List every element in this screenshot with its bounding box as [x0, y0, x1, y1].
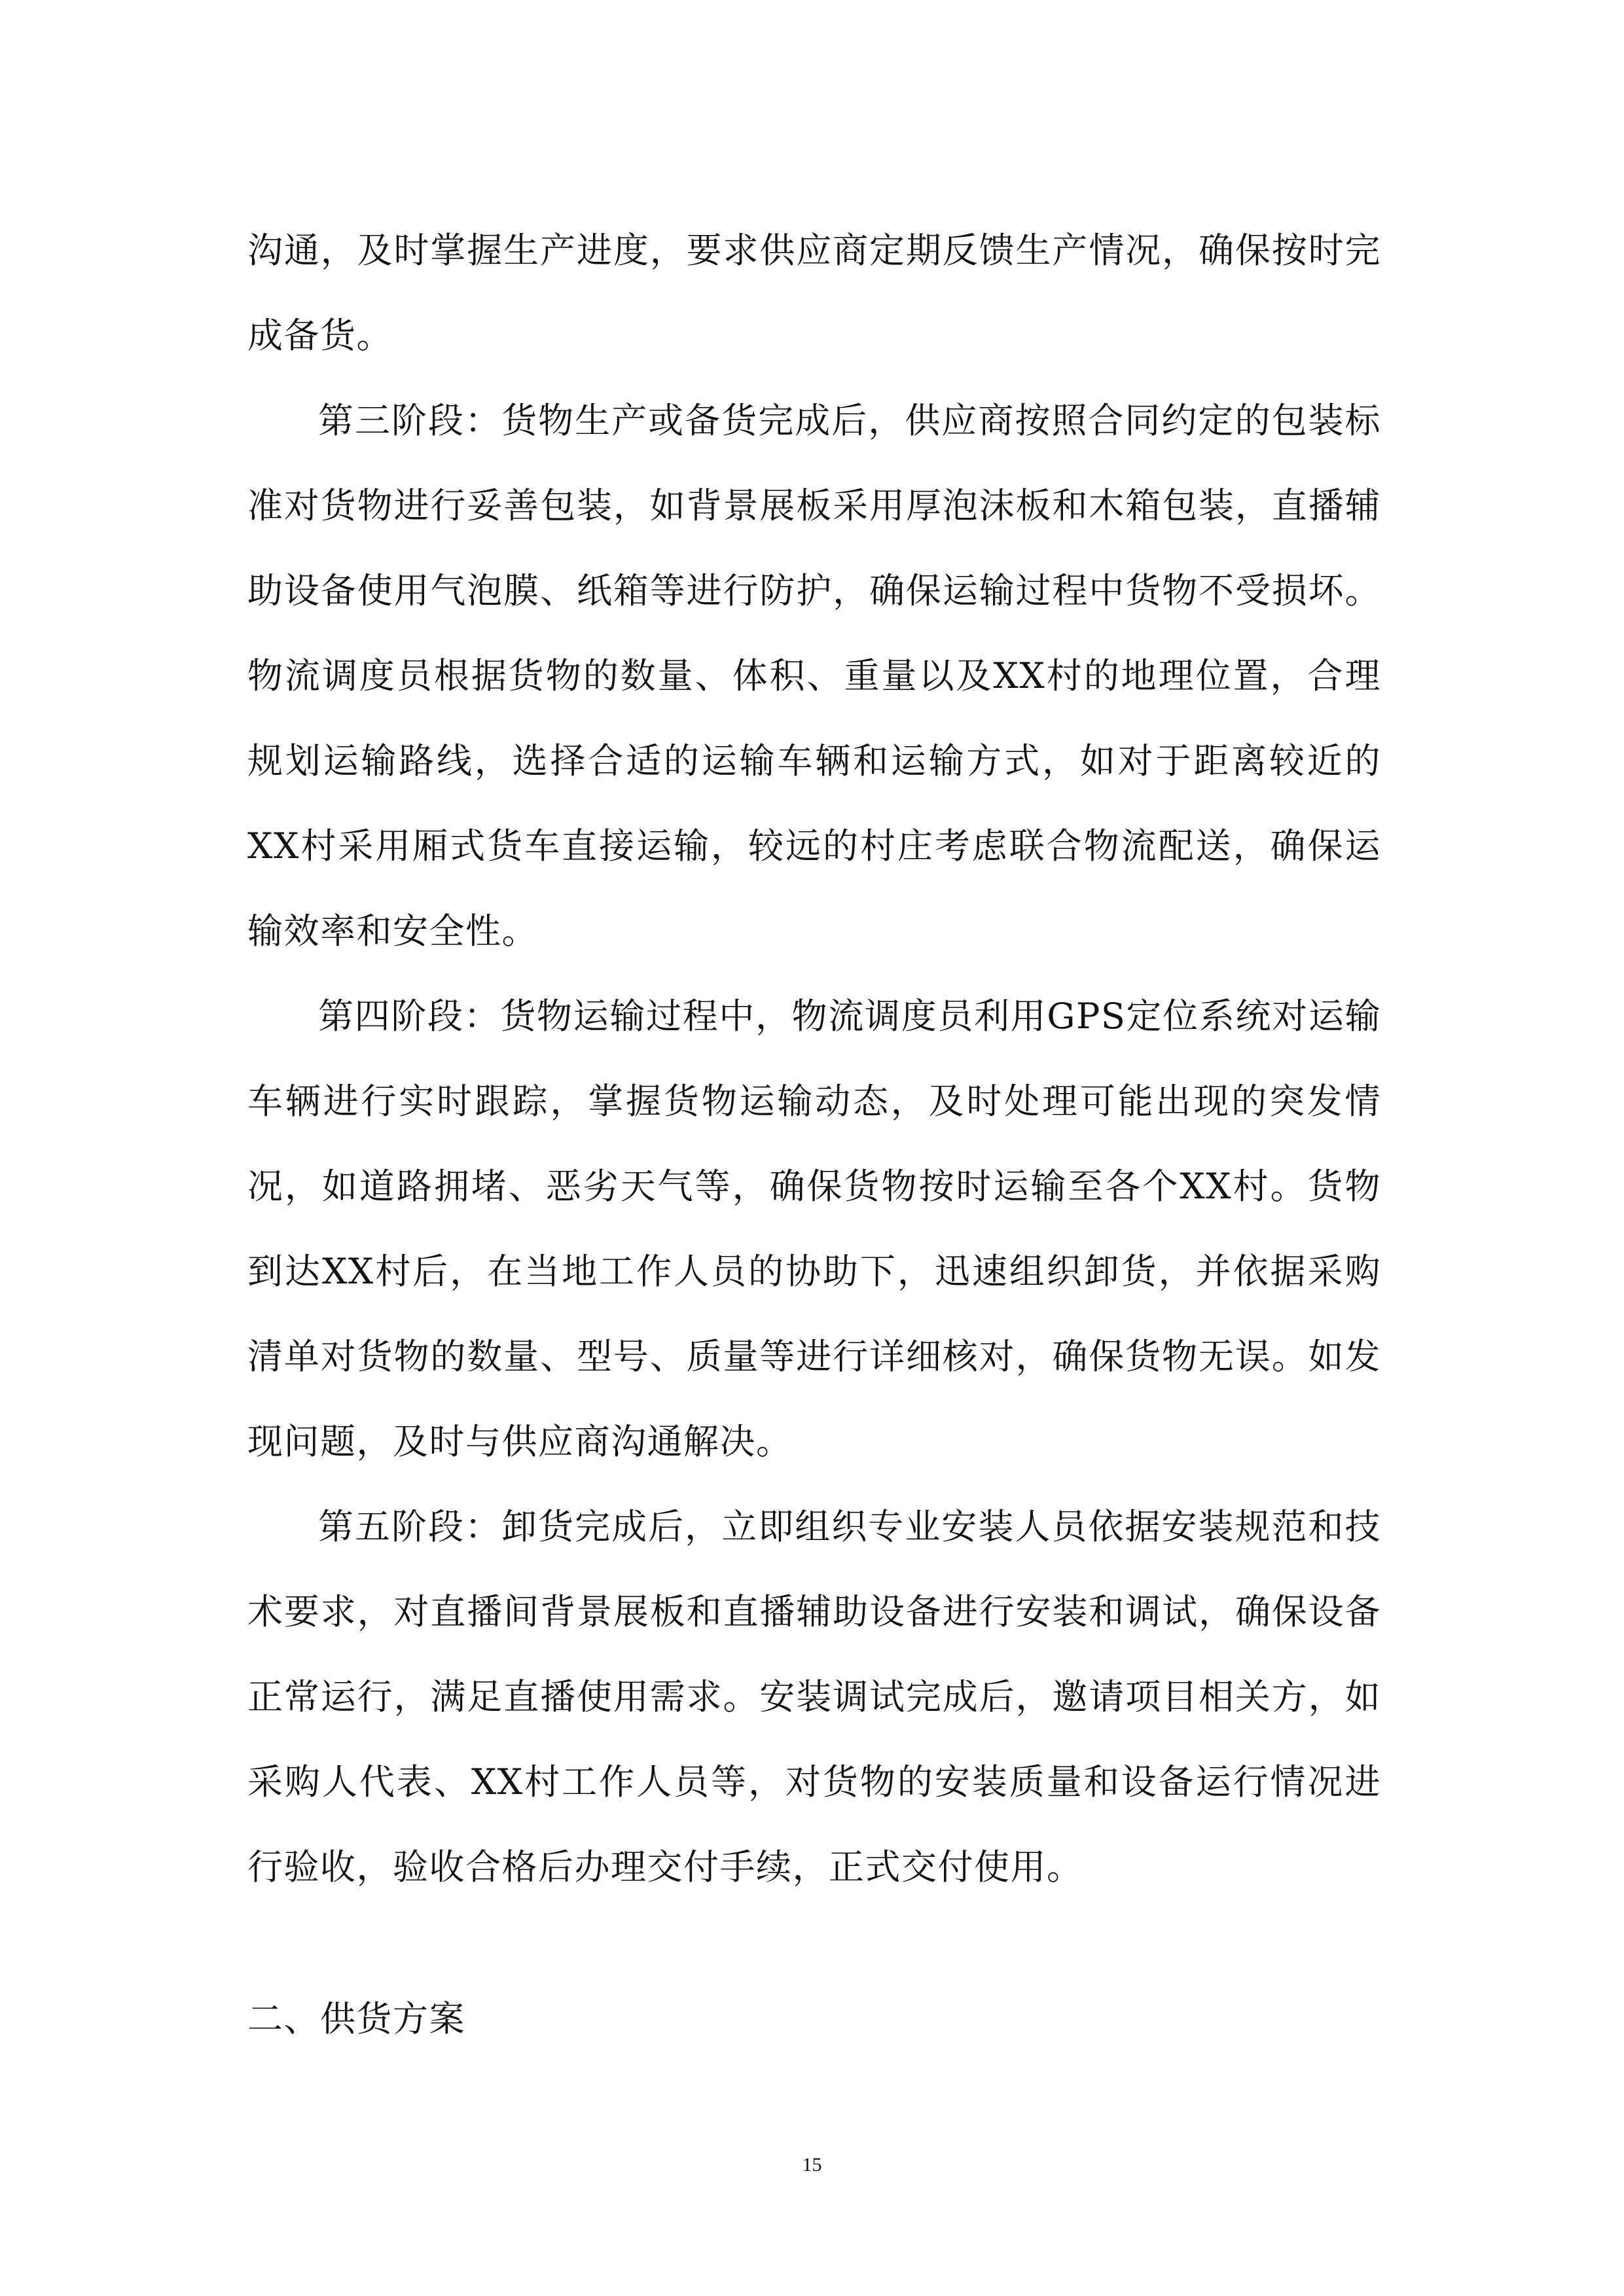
page-number: 15: [802, 2154, 822, 2176]
paragraph-stage-5: 第五阶段：卸货完成后，立即组织专业安装人员依据安装规范和技术要求，对直播间背景展板和直播辅助设备进行安装和调试，确保设备正常运行，满足直播使用需求。安装调试完成后，邀请项目相关方，如采购人代表、XX村工作人员等，对货物的安装质量和设备运行情况进行验收，验收合格后办理交付手续，正式交付使用。: [247, 1506, 1381, 1888]
body-text: [247, 208, 1381, 1910]
section-heading: 二、供货方案: [247, 1998, 465, 2039]
paragraph-stage-4: 第四阶段：货物运输过程中，物流调度员利用GPS定位系统对运输车辆进行实时跟踪，掌握货物运输动态，及时处理可能出现的突发情况，如道路拥堵、恶劣天气等，确保货物按时运输至各个XX村。货物到达XX村后，在当地工作人员的协助下，迅速组织卸货，并依据采购清单对货物的数量、型号、质量等进行详细核对，确保货物无误。如发现问题，及时与供应商沟通解决。: [247, 996, 1381, 1462]
paragraph-stage-3: 第三阶段：货物生产或备货完成后，供应商按照合同约定的包装标准对货物进行妥善包装，如背景展板采用厚泡沫板和木箱包装，直播辅助设备使用气泡膜、纸箱等进行防护，确保运输过程中货物不受损坏。物流调度员根据货物的数量、体积、重量以及XX村的地理位置，合理规划运输路线，选择合适的运输车辆和运输方式，如对于距离较近的XX村采用厢式货车直接运输，较远的村庄考虑联合物流配送，确保运输效率和安全性。: [247, 400, 1381, 952]
paragraph-continuation: 沟通，及时掌握生产进度，要求供应商定期反馈生产情况，确保按时完成备货。: [247, 230, 1381, 356]
